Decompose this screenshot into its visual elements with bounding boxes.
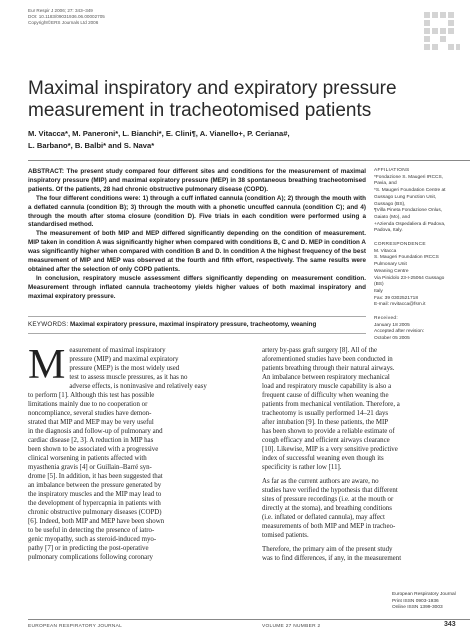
abstract-paragraph: In conclusion, respiratory muscle assessment differs significantly depending on measurement condition. Measurement through inflated cannula tracheotomy yields higher values of both maximal inspiratory and maximal expiratory pressure. — [28, 274, 366, 300]
affiliation-line: ¶Villa Pineta Fondazione Onlus, — [374, 208, 443, 214]
article-title — [28, 78, 408, 122]
body-line: noncompliance, several studies have demon- — [28, 410, 152, 417]
author-list — [28, 128, 388, 152]
correspondence-line: Fax: 39 0302521718 — [374, 295, 419, 301]
abstract-paragraph — [28, 168, 366, 195]
correspondence-line: Italy — [374, 288, 383, 294]
body-line: limitations mainly due to no cooperation or — [28, 401, 148, 408]
ers-logo-icon — [418, 4, 464, 60]
journal-ref-line: Eur Respir J 2006; 27: 343–349 — [28, 8, 93, 13]
footer-journal-name: EUROPEAN RESPIRATORY JOURNAL — [28, 624, 123, 629]
body-line: pressure (MIP) and maximal expiratory — [69, 356, 179, 363]
body-line: in the diagnosis and follow-up of pulmonary and — [28, 428, 163, 435]
body-paragraph — [262, 477, 472, 540]
keywords — [28, 320, 366, 329]
body-line: pathy [7] or in predicting the post-operative — [28, 545, 149, 552]
body-line: An imbalance between respiratory mechanical — [262, 374, 390, 381]
affiliation-line: *Fondazione S. Maugeri IRCCS, — [374, 174, 444, 180]
affiliation-line: Gussago (BS), — [374, 201, 406, 207]
body-column-left — [28, 342, 252, 562]
body-line: patients from mechanical ventilation. Therefore, a — [262, 401, 400, 408]
body-line: aforementioned studies have been conducted in — [262, 356, 393, 363]
body-line: been shown to be associated with a progressive — [28, 446, 159, 453]
body-line: directly at the stoma), and breathing conditions — [262, 505, 392, 512]
correspondence-line: Pulmonary Unit — [374, 262, 407, 268]
body-line: load and respiratory muscle capability is also a — [262, 383, 392, 390]
body-line: strated that MIP and MEP may be very useful — [28, 419, 154, 426]
body-line: specificity is rather low [11]. — [262, 464, 342, 471]
abstract-label: ABSTRACT: — [28, 168, 65, 175]
footer-divider — [28, 619, 470, 620]
drop-cap: M — [28, 342, 66, 388]
body-line: Therefore, the primary aim of the present study — [262, 546, 393, 553]
body-line: the inspiratory muscles and the MIP may lead to — [28, 491, 162, 498]
body-line: cardiac disease [2, 3]. A reduction in MIP has — [28, 437, 154, 444]
body-column-right — [262, 346, 472, 563]
body-line: test to assess muscle pressures, as it has no — [69, 374, 188, 381]
body-line: to perform [1]. Although this test has possible — [28, 392, 155, 399]
received-line: October 05 2005 — [374, 336, 410, 342]
body-line: adverse effects, is noninvasive and relatively easy — [69, 383, 207, 390]
keywords-text: Maximal expiratory pressure, maximal inspiratory pressure, tracheotomy, weaning — [70, 321, 317, 328]
body-line: after intubation [9]. In these patients, the MIP — [262, 419, 389, 426]
keywords-divider-top — [28, 316, 366, 317]
author-line: L. Barbano*, B. Balbi* and S. Nava* — [28, 141, 155, 150]
body-line: studies have verified the hypothesis that different — [262, 487, 398, 494]
publisher-line: European Respiratory Journal — [392, 592, 456, 597]
body-line: [6]. Indeed, both MIP and MEP have been shown — [28, 518, 165, 525]
correspondence-line: Weaning Centre — [374, 268, 409, 274]
body-line: sites of pressure recordings (i.e. at the mouth or — [262, 496, 394, 503]
body-line: drome [5]. In addition, it has been suggested that — [28, 473, 163, 480]
body-line: pressure (MEP) is the most widely used — [69, 365, 180, 372]
correspondence-heading: CORRESPONDENCE — [374, 242, 426, 248]
body-line: frequent cause of difficulty when weaning the — [262, 392, 389, 399]
affiliation-line: Pavia, and — [374, 181, 397, 187]
body-line: has been shown to provide a reliable estimate of — [262, 428, 395, 435]
abstract-paragraph: The four different conditions were: 1) through a cuff inflated cannula (condition A); 2) through the mouth with a deflated cannula (condition B); 3) through the mouth with a phonetic uncuffed cannula (condition C); and 4) through the mouth after stoma closure (condition D). Five trials in each condition were performed using a standardised method. — [28, 194, 366, 229]
body-line: myasthenia gravis [4] or Guillain–Barré syn- — [28, 464, 152, 471]
body-paragraph — [262, 346, 472, 472]
author-line: M. Vitacca*, M. Paneroni*, L. Bianchi*, E. Clini¶, A. Vianello+, P. Ceriana#, — [28, 129, 290, 138]
title-line: Maximal inspiratory and expiratory pressure — [28, 78, 397, 99]
correspondence-line: E-mail: mvitacca@fsm.it — [374, 302, 426, 308]
affiliations-heading: AFFILIATIONS — [374, 168, 410, 173]
body-line: genic myopathy, such as steroid-induced myo- — [28, 536, 157, 543]
body-line: cough efficacy and efficient airways clearance — [262, 437, 390, 444]
publisher-line: Online ISSN 1399-3003 — [392, 605, 443, 610]
received-heading: Received: — [374, 316, 399, 322]
correspondence-line: M. Vitacca — [374, 248, 397, 254]
affiliation-line: +Azienda Ospedaliera di Padova, — [374, 221, 446, 227]
footer-volume: VOLUME 27 NUMBER 2 — [262, 624, 321, 629]
body-line: measurements of both MIP and MEP in tracheo- — [262, 523, 396, 530]
received-line: Accepted after revision: — [374, 329, 425, 335]
affiliation-line: Gussago Lung Function Unit, — [374, 194, 437, 200]
abstract-text: The present study compared four different sites and conditions for the measurement of maximal inspiratory pressure (MIP) and maximal expiratory pressure (MEP) in 38 spontaneous breathing tracheotomised patients. Of the patients, 28 had chronic obstructive pulmonary disease (COPD). — [28, 168, 366, 193]
correspondence-line: (BS) — [374, 282, 384, 288]
journal-ref-line: Copyright©ERS Journals Ltd 2006 — [28, 20, 99, 25]
body-line: easurement of maximal inspiratory — [69, 347, 166, 354]
journal-ref-line: DOI: 10.1183/09031936.06.00002705 — [28, 14, 105, 19]
body-line: As far as the current authors are aware, no — [262, 478, 379, 485]
correspondence-line: S. Maugeri Foundation IRCCS — [374, 255, 439, 261]
keywords-divider-bottom — [28, 333, 366, 334]
title-line: measurement in tracheotomised patients — [28, 100, 372, 121]
body-paragraph — [262, 545, 472, 563]
body-line: the development of hypercapnia in patients with — [28, 500, 161, 507]
affiliation-line: Gaiato (Mo), and — [374, 214, 410, 220]
affiliation-line: Padova, Italy. — [374, 228, 403, 234]
body-line: clinical worsening in patients affected with — [28, 455, 147, 462]
journal-reference — [28, 8, 105, 26]
abstract — [28, 168, 366, 302]
abstract-paragraph: The measurement of both MIP and MEP differed significantly depending on the condition of measurement. MIP taken in condition A was significantly higher when compared with conditions B, C and D. MEP in condition A was significantly higher when compared with condition B and D. In condition A the highest frequency of the best measurement of MIP and MEP was observed at the fourth and fifth effort, respectively. The same results were obtained after the selection of only COPD patients. — [28, 230, 366, 273]
body-line: index of successful weaning even though its — [262, 455, 384, 462]
body-line: pulmonary complications following coronary — [28, 554, 153, 561]
publisher-info — [392, 592, 472, 612]
sidebar — [374, 168, 468, 343]
body-line: tomised patients. — [262, 532, 309, 539]
body-line: tracheotomy is usually performed 14–21 days — [262, 410, 389, 417]
header-divider — [28, 160, 470, 161]
received-line: January 18 2005 — [374, 322, 410, 328]
body-line: was to find differences, if any, in the measurement — [262, 555, 402, 562]
publisher-line: Print ISSN 0903-1936 — [392, 598, 439, 604]
body-line: patients breathing through their natural airways. — [262, 365, 395, 372]
page-number: 343 — [444, 621, 456, 628]
affiliation-line: *S. Maugeri Foundation Centre at — [374, 188, 446, 194]
body-line: artery by-pass graft surgery [8]. All of the — [262, 347, 378, 354]
body-line: (i.e. inflated or deflated cannula), may affect — [262, 514, 385, 521]
body-line: to be useful in detecting the presence of iatro- — [28, 527, 155, 534]
body-line: chronic obstructive pulmonary diseases (COPD) — [28, 509, 162, 516]
correspondence-line: Via Pinidolo 23-I-25064 Gussago — [374, 275, 445, 281]
body-line: an imbalance between the pressure generated by — [28, 482, 162, 489]
body-line: [10]. Likewise, MIP is a very sensitive predictive — [262, 446, 398, 453]
keywords-label: KEYWORDS: — [28, 321, 69, 328]
